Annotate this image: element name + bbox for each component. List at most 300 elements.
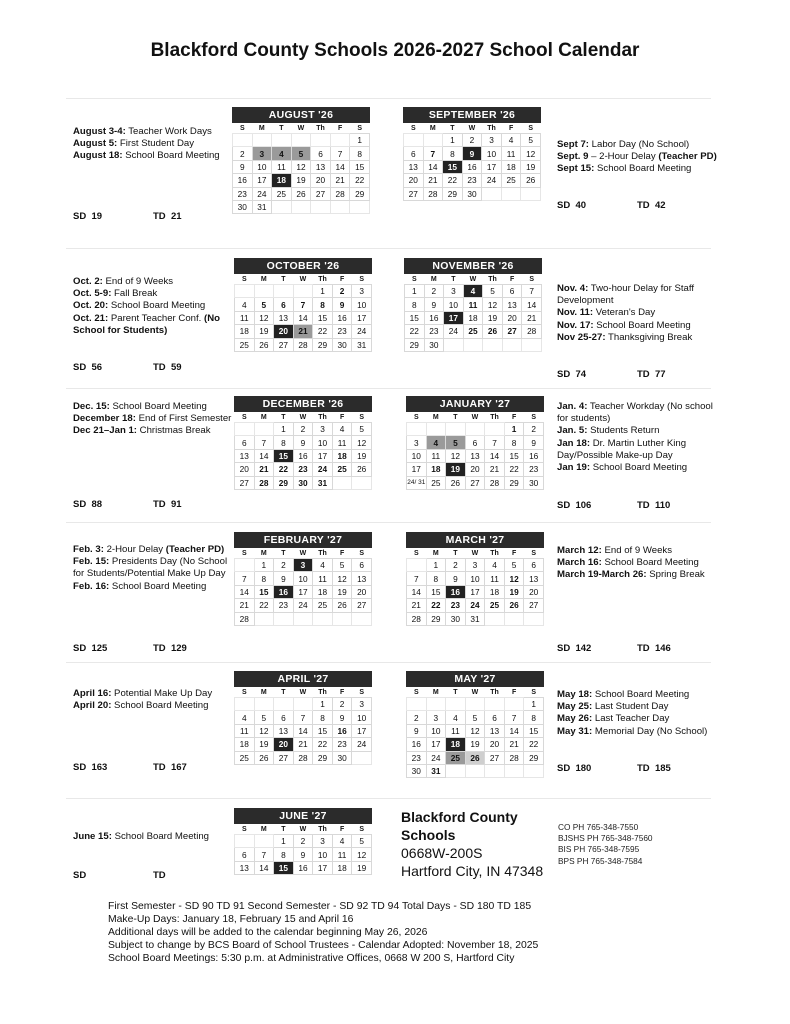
day-cell <box>524 764 544 777</box>
note-line: Nov. 17: School Board Meeting <box>557 319 691 331</box>
day-cell: 10 <box>252 160 272 173</box>
day-cell: 14 <box>504 724 524 737</box>
week-row <box>404 174 541 187</box>
day-cell <box>272 200 292 213</box>
weekday-label: W <box>299 275 307 283</box>
day-cell: 19 <box>254 325 274 338</box>
day-cell: 22 <box>313 325 333 338</box>
day-cell: 23 <box>293 463 313 476</box>
note-line: Oct. 21: Parent Teacher Conf. (No School for Students) <box>73 312 221 336</box>
day-cell: 13 <box>274 311 294 324</box>
day-cell: 7 <box>293 298 313 311</box>
month-title: JANUARY '27 <box>406 396 544 412</box>
day-cell: 18 <box>332 861 352 874</box>
day-cell: 15 <box>504 449 524 462</box>
day-cell: 29 <box>443 187 463 200</box>
note-line: Dec 21–Jan 1: Christmas Break <box>73 425 211 437</box>
day-cell: 30 <box>332 338 352 351</box>
day-cell: 17 <box>444 311 464 324</box>
day-cell: 20 <box>311 174 331 187</box>
day-cell: 22 <box>504 463 524 476</box>
note-line: May 25: Last Student Day <box>557 701 669 713</box>
day-cell: 4 <box>235 711 255 724</box>
weekday-label: Th <box>318 413 327 421</box>
weekday-label: F <box>339 549 345 557</box>
day-cell: 5 <box>483 285 503 298</box>
week-row <box>233 147 370 160</box>
week-row <box>235 559 372 572</box>
weekday-label: S <box>411 275 417 283</box>
day-cell <box>254 835 274 848</box>
day-cell <box>423 134 443 147</box>
sdtd-sep <box>557 200 666 211</box>
day-cell: 20 <box>465 463 485 476</box>
day-cell: 22 <box>313 738 333 751</box>
day-cell: 29 <box>313 338 333 351</box>
note-line: March 19-March 26: Spring Break <box>557 569 705 581</box>
day-cell: 11 <box>446 724 466 737</box>
weekday-label: M <box>260 275 267 283</box>
day-cell: 26 <box>446 476 466 489</box>
td-count: TD 21 <box>153 211 182 222</box>
day-cell: 25 <box>485 599 505 612</box>
day-cell: 10 <box>352 298 372 311</box>
day-cell: 6 <box>485 711 505 724</box>
day-cell: 1 <box>274 835 294 848</box>
weekday-label: T <box>281 275 286 283</box>
day-cell: 9 <box>462 147 482 160</box>
day-cell: 1 <box>443 134 463 147</box>
weekday-label: T <box>281 825 286 833</box>
note-line: Jan 18: Dr. Martin Luther King Day/Possible Make-up Day <box>557 437 687 461</box>
day-cell <box>313 612 333 625</box>
calendar-october <box>234 258 372 352</box>
day-cell <box>485 423 505 436</box>
divider <box>66 662 711 663</box>
day-cell <box>235 559 255 572</box>
day-cell <box>485 764 505 777</box>
day-cell: 28 <box>423 187 443 200</box>
td-count: TD 59 <box>153 362 182 373</box>
weekday-label: M <box>258 124 265 132</box>
footer-line: Subject to change by BCS Board of School Trustees - Calendar Adopted: November 18, 2025 <box>108 940 539 951</box>
day-cell: 29 <box>504 476 524 489</box>
day-cell: 6 <box>524 559 544 572</box>
day-cell <box>426 698 446 711</box>
day-cell: 15 <box>313 311 333 324</box>
day-cell: 28 <box>522 325 542 338</box>
calendar-may <box>406 671 544 778</box>
weekday-label: F <box>337 124 343 132</box>
day-cell: 30 <box>424 338 444 351</box>
day-cell: 26 <box>254 751 274 764</box>
sd-count: SD 88 <box>73 499 103 510</box>
day-cell: 8 <box>274 436 294 449</box>
week-row <box>235 861 372 874</box>
weekday-label: T <box>453 549 458 557</box>
day-cell: 28 <box>293 751 313 764</box>
day-cell: 21 <box>254 463 274 476</box>
day-cell: 27 <box>404 187 424 200</box>
day-cell: 9 <box>332 298 352 311</box>
month-title: NOVEMBER '26 <box>404 258 542 274</box>
day-cell: 1 <box>254 559 274 572</box>
td-count: TD 129 <box>153 643 187 654</box>
notes-nov <box>557 283 717 344</box>
note-line: Feb. 16: School Board Meeting <box>73 580 207 592</box>
weekday-label: M <box>430 275 437 283</box>
day-cell <box>233 134 253 147</box>
day-cell: 11 <box>235 724 255 737</box>
week-row <box>407 449 544 462</box>
notes-jan <box>557 401 717 474</box>
weekday-label: T <box>451 275 456 283</box>
day-cell: 29 <box>405 338 425 351</box>
day-cell: 24 <box>352 325 372 338</box>
day-cell: 15 <box>405 311 425 324</box>
day-cell: 26 <box>465 751 485 764</box>
day-cell: 14 <box>254 449 274 462</box>
day-cell: 21 <box>423 174 443 187</box>
day-cell: 15 <box>274 861 294 874</box>
day-cell <box>311 200 331 213</box>
day-cell: 26 <box>332 599 352 612</box>
address-line2: Hartford City, IN 47348 <box>401 863 544 879</box>
day-cell: 17 <box>293 585 313 598</box>
day-cell: 9 <box>293 848 313 861</box>
day-cell <box>465 764 485 777</box>
day-cell: 26 <box>291 187 311 200</box>
sdtd-oct <box>73 362 182 373</box>
day-cell: 14 <box>235 585 255 598</box>
day-cell: 11 <box>485 572 505 585</box>
weekday-label: S <box>413 688 419 696</box>
day-cell: 21 <box>522 311 542 324</box>
day-cell: 10 <box>407 449 427 462</box>
day-cell <box>254 698 274 711</box>
day-cell: 1 <box>405 285 425 298</box>
week-row <box>235 463 372 476</box>
day-cell: 16 <box>293 861 313 874</box>
day-cell: 16 <box>274 585 294 598</box>
day-cell: 13 <box>274 724 294 737</box>
day-cell: 3 <box>313 423 333 436</box>
week-row <box>235 751 372 764</box>
day-cell: 12 <box>332 572 352 585</box>
day-cell: 24 <box>482 174 502 187</box>
week-row <box>407 476 544 489</box>
footer-line: Additional days will be added to the calendar beginning May 26, 2026 <box>108 927 428 938</box>
td-count: TD 91 <box>153 499 182 510</box>
sd-count: SD 106 <box>557 500 592 511</box>
day-cell <box>293 698 313 711</box>
week-row <box>235 325 372 338</box>
day-cell: 6 <box>235 848 255 861</box>
weekday-label: F <box>511 549 517 557</box>
week-row <box>407 698 544 711</box>
day-cell: 13 <box>235 449 255 462</box>
week-row <box>235 436 372 449</box>
day-cell: 17 <box>352 724 372 737</box>
weekday-label: F <box>509 275 515 283</box>
school-info <box>401 808 543 880</box>
sd-count: SD 180 <box>557 763 592 774</box>
week-row <box>235 724 372 737</box>
day-cell: 5 <box>352 835 372 848</box>
week-row <box>407 711 544 724</box>
day-cell <box>483 338 503 351</box>
calendar-february <box>234 532 372 626</box>
week-row <box>407 463 544 476</box>
day-cell: 3 <box>482 134 502 147</box>
sdtd-aug <box>73 211 182 222</box>
day-cell: 3 <box>252 147 272 160</box>
day-cell: 31 <box>352 338 372 351</box>
day-cell: 2 <box>233 147 253 160</box>
day-cell: 4 <box>426 436 446 449</box>
weekday-label: W <box>299 413 307 421</box>
day-cell <box>407 423 427 436</box>
day-cell: 5 <box>446 436 466 449</box>
day-cell: 1 <box>504 423 524 436</box>
day-cell <box>426 423 446 436</box>
week-row <box>405 298 542 311</box>
day-cell: 24 <box>252 187 272 200</box>
day-cell: 4 <box>485 559 505 572</box>
month-title: MAY '27 <box>406 671 544 687</box>
day-cell: 14 <box>407 585 427 598</box>
note-line: Sept 7: Labor Day (No School) <box>557 139 690 150</box>
note-line: May 18: School Board Meeting <box>557 689 690 700</box>
weekday-label: T <box>453 413 458 421</box>
weekday-label: F <box>339 825 345 833</box>
day-cell: 15 <box>524 724 544 737</box>
weekday-label: Th <box>490 688 499 696</box>
weekday-label: W <box>471 413 479 421</box>
week-row <box>404 134 541 147</box>
td-count: TD 167 <box>153 762 187 773</box>
day-cell <box>463 338 483 351</box>
day-cell: 16 <box>524 449 544 462</box>
month-title: JUNE '27 <box>234 808 372 824</box>
day-cell: 6 <box>274 298 294 311</box>
weekday-label: Th <box>318 825 327 833</box>
day-cell: 1 <box>313 698 333 711</box>
week-row <box>233 174 370 187</box>
day-cell: 29 <box>274 476 294 489</box>
day-cell: 11 <box>426 449 446 462</box>
weekday-label: W <box>297 124 305 132</box>
notes-mar <box>557 545 717 582</box>
day-cell: 30 <box>233 200 253 213</box>
weekday-label: W <box>468 124 476 132</box>
day-cell: 13 <box>524 572 544 585</box>
divider <box>66 798 711 799</box>
day-cell: 19 <box>352 861 372 874</box>
day-cell <box>446 698 466 711</box>
weekday-label: S <box>528 124 534 132</box>
day-cell: 28 <box>293 338 313 351</box>
sd-count: SD 19 <box>73 211 103 222</box>
month-title: APRIL '27 <box>234 671 372 687</box>
day-cell: 21 <box>235 599 255 612</box>
day-cell: 14 <box>254 861 274 874</box>
weekday-label: S <box>529 275 535 283</box>
day-cell: 21 <box>485 463 505 476</box>
day-cell <box>330 200 350 213</box>
day-cell: 31 <box>465 612 485 625</box>
day-cell: 29 <box>313 751 333 764</box>
week-row <box>407 559 544 572</box>
footer-line: School Board Meetings: 5:30 p.m. at Administrative Offices, 0668 W 200 S, Hartford City <box>108 953 515 964</box>
week-row <box>235 572 372 585</box>
day-cell: 16 <box>233 174 253 187</box>
day-cell: 7 <box>522 285 542 298</box>
day-cell: 10 <box>482 147 502 160</box>
day-cell <box>330 134 350 147</box>
day-cell <box>485 612 505 625</box>
day-cell <box>311 134 331 147</box>
day-cell: 13 <box>502 298 522 311</box>
day-cell: 2 <box>293 423 313 436</box>
week-row <box>235 585 372 598</box>
day-cell: 2 <box>332 698 352 711</box>
note-line: Feb. 15: Presidents Day (No School for Students/Potential Make Up Day <box>73 556 228 580</box>
day-cell: 3 <box>313 835 333 848</box>
day-cell: 17 <box>482 160 502 173</box>
week-row <box>233 160 370 173</box>
day-cell: 7 <box>423 147 443 160</box>
day-cell: 4 <box>501 134 521 147</box>
day-cell: 20 <box>404 174 424 187</box>
day-cell: 24 <box>293 599 313 612</box>
day-cell: 28 <box>330 187 350 200</box>
weekday-label: T <box>281 413 286 421</box>
day-cell: 7 <box>504 711 524 724</box>
week-row <box>235 848 372 861</box>
weekday-label: W <box>469 275 477 283</box>
day-cell: 24 <box>465 599 485 612</box>
day-cell: 7 <box>407 572 427 585</box>
weekday-label: W <box>299 549 307 557</box>
week-row <box>407 585 544 598</box>
day-cell: 17 <box>407 463 427 476</box>
td-count: TD 42 <box>637 200 666 211</box>
note-line: Sept 15: School Board Meeting <box>557 163 692 175</box>
day-cell: 19 <box>521 160 541 173</box>
day-cell: 8 <box>443 147 463 160</box>
day-cell: 23 <box>332 325 352 338</box>
weekday-label: Th <box>316 124 325 132</box>
week-row <box>235 835 372 848</box>
day-cell: 15 <box>443 160 463 173</box>
week-row <box>235 738 372 751</box>
day-cell: 26 <box>254 338 274 351</box>
week-row <box>407 599 544 612</box>
day-cell: 22 <box>254 599 274 612</box>
day-cell: 14 <box>423 160 443 173</box>
day-cell: 23 <box>462 174 482 187</box>
week-row <box>235 423 372 436</box>
day-cell: 20 <box>502 311 522 324</box>
weekday-label: F <box>339 413 345 421</box>
day-cell: 5 <box>332 559 352 572</box>
day-cell: 7 <box>330 147 350 160</box>
day-cell: 10 <box>313 848 333 861</box>
day-cell: 27 <box>485 751 505 764</box>
week-row <box>235 285 372 298</box>
day-cell: 8 <box>426 572 446 585</box>
notes-may <box>557 689 717 738</box>
day-cell: 7 <box>485 436 505 449</box>
day-cell: 17 <box>465 585 485 598</box>
weekday-label: F <box>339 275 345 283</box>
day-cell: 3 <box>352 698 372 711</box>
week-row <box>405 311 542 324</box>
td-count: TD <box>153 870 171 881</box>
day-cell <box>352 751 372 764</box>
day-cell: 8 <box>254 572 274 585</box>
day-cell: 12 <box>254 724 274 737</box>
week-row <box>235 711 372 724</box>
calendar-august <box>232 107 370 214</box>
day-cell: 22 <box>524 738 544 751</box>
day-cell: 27 <box>274 338 294 351</box>
day-cell: 14 <box>485 449 505 462</box>
day-cell: 16 <box>332 724 352 737</box>
day-cell: 4 <box>332 835 352 848</box>
day-cell: 21 <box>293 738 313 751</box>
day-cell: 7 <box>254 436 274 449</box>
day-cell: 22 <box>443 174 463 187</box>
page-title: Blackford County Schools 2026-2027 School Calendar <box>150 40 640 61</box>
day-cell: 18 <box>485 585 505 598</box>
weekday-label: S <box>239 124 245 132</box>
day-cell: 20 <box>485 738 505 751</box>
day-cell <box>274 698 294 711</box>
weekday-label: Th <box>490 413 499 421</box>
day-cell: 25 <box>235 338 255 351</box>
note-line: Feb. 3: 2-Hour Delay (Teacher PD) <box>73 544 225 555</box>
weekday-label: M <box>429 124 436 132</box>
day-cell <box>352 476 372 489</box>
day-cell: 14 <box>293 311 313 324</box>
note-line: March 12: End of 9 Weeks <box>557 545 673 556</box>
day-cell: 8 <box>504 436 524 449</box>
phone-bis: BIS PH 765-348-7595 <box>558 844 640 855</box>
day-cell: 22 <box>426 599 446 612</box>
weekday-label: S <box>413 413 419 421</box>
day-cell: 10 <box>426 724 446 737</box>
sd-count: SD 163 <box>73 762 108 773</box>
day-cell: 29 <box>350 187 370 200</box>
day-cell: 27 <box>235 476 255 489</box>
day-cell: 30 <box>293 476 313 489</box>
day-cell: 23 <box>332 738 352 751</box>
week-row <box>405 285 542 298</box>
day-cell: 19 <box>504 585 524 598</box>
day-cell: 31 <box>313 476 333 489</box>
day-cell: 8 <box>350 147 370 160</box>
day-cell: 10 <box>465 572 485 585</box>
day-cell: 11 <box>332 848 352 861</box>
weekday-label: M <box>260 825 267 833</box>
day-cell: 10 <box>444 298 464 311</box>
day-cell: 19 <box>465 738 485 751</box>
day-cell: 21 <box>504 738 524 751</box>
day-cell: 11 <box>332 436 352 449</box>
day-cell: 1 <box>274 423 294 436</box>
